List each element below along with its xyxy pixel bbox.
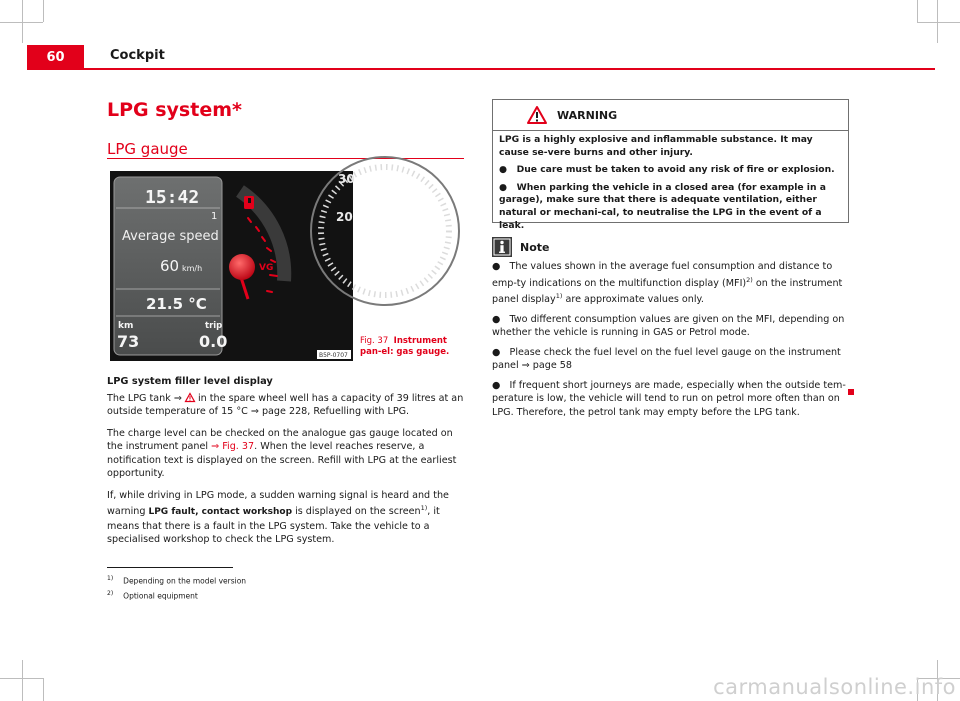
footnote-1 bbox=[107, 575, 246, 586]
paragraph-tank bbox=[107, 392, 465, 419]
page-number: 60 bbox=[27, 45, 84, 69]
crop-mark bbox=[22, 660, 23, 701]
display-km-label: km bbox=[118, 321, 134, 331]
footnote-2 bbox=[107, 590, 198, 601]
crop-mark bbox=[917, 0, 918, 22]
figure-caption bbox=[360, 336, 464, 358]
display-speed-unit: km/h bbox=[182, 264, 203, 273]
dial-20: 20 bbox=[336, 210, 353, 224]
warning-header bbox=[493, 100, 848, 131]
dial-30: 30 bbox=[338, 172, 355, 186]
note-bullet-1: ● The values shown in the average fuel consumption and distance to emp-ty indications on the multifunction display (MFI)$^{2)}$ on the instrument panel display$^{1)}$ are approximate values only. bbox=[492, 261, 843, 306]
figure-reference-link[interactable]: ⇒ Fig. 37 bbox=[211, 441, 255, 452]
display-time: 15:42 bbox=[145, 187, 200, 208]
note-header bbox=[492, 237, 549, 257]
footnote-1-mark: 1) bbox=[107, 575, 114, 582]
paragraph-tank-text-a: The LPG tank ⇒ bbox=[107, 392, 182, 404]
footnote-2-mark: 2) bbox=[107, 590, 114, 597]
footnote-2-text: Optional equipment bbox=[123, 591, 198, 601]
crop-mark bbox=[43, 0, 44, 22]
section-subtitle: LPG gauge bbox=[107, 140, 188, 158]
instrument-panel-figure bbox=[110, 171, 353, 361]
note-bullet-4-text: If frequent short journeys are made, especially when the outside tem-perature is low, the vehicle will tend to run on petrol more often than on LPG. Therefore, the petrol tank may empty before the LPG tank. bbox=[492, 379, 846, 418]
note-body bbox=[492, 260, 850, 425]
display-temp: 21.5 °C bbox=[146, 295, 207, 313]
note-bullet-3-text: Please check the fuel level on the fuel level gauge on the instrument panel ⇒ page 58 bbox=[492, 346, 841, 372]
note-bullet-1-text-b: on the instrument panel display bbox=[492, 277, 843, 306]
paragraph-fault-text-c: , it means that there is a fault in the LPG system. Take the vehicle to a specialised workshop to check the LPG system. bbox=[107, 506, 440, 546]
paragraph-fault-text-a: If, while driving in LPG mode, a sudden warning signal is heard and the warning bbox=[107, 489, 449, 518]
warning-bullet-2-text: When parking the vehicle in a closed area (for example in a garage), make sure that there is adequate ventilation, either natural or mechani-cal, to neutralise the LPG in the event of a leak. bbox=[499, 181, 826, 231]
note-bullet-2: ● Two different consumption values are given on the MFI, depending on whether the vehicle is running in GAS or Petrol mode. bbox=[492, 313, 845, 339]
warning-bullet-1-text: Due care must be taken to avoid any risk of fire or explosion. bbox=[516, 164, 835, 176]
note-title: Note bbox=[520, 240, 550, 254]
footnote-ref: 1) bbox=[555, 292, 563, 301]
paragraph-charge bbox=[107, 427, 465, 481]
display-page: 1 bbox=[211, 211, 218, 222]
header-rule bbox=[27, 68, 935, 70]
note-bullet-4: ● If frequent short journeys are made, especially when the outside tem-perature is low, the vehicle will tend to run on petrol more often than on LPG. Therefore, the petrol tank may empty before the LPG tank. bbox=[492, 379, 846, 418]
left-column bbox=[107, 375, 465, 555]
section-title: LPG system* bbox=[107, 99, 242, 121]
instrument-panel-image bbox=[110, 171, 353, 361]
display-trip-label: trip bbox=[205, 321, 223, 331]
warning-icon[interactable] bbox=[185, 393, 195, 402]
footnote-ref: 2) bbox=[746, 275, 753, 284]
paragraph-charge-text-b: . When the level reaches reserve, a notification text is displayed on the screen. Refill with LPG at the earliest opportunity. bbox=[107, 441, 457, 479]
subsection-heading: LPG system filler level display bbox=[107, 376, 273, 387]
warning-body bbox=[493, 131, 848, 232]
display-mode: Average speed bbox=[122, 229, 219, 244]
end-of-section-mark bbox=[848, 389, 854, 395]
paragraph-fault-text-b: is displayed on the screen bbox=[292, 506, 421, 518]
fault-message: LPG fault, contact workshop bbox=[148, 507, 293, 518]
footnote-1-text: Depending on the model version bbox=[123, 576, 247, 586]
warning-title: WARNING bbox=[557, 108, 618, 122]
caption-label: Fig. 37 bbox=[360, 336, 389, 346]
crop-mark bbox=[43, 678, 44, 701]
warning-triangle-icon bbox=[527, 106, 547, 124]
note-info-icon bbox=[492, 237, 512, 257]
warning-bullet-1: ● Due care must be taken to avoid any risk of fire or explosion. bbox=[499, 164, 835, 176]
watermark: carmanualsonline.info bbox=[713, 675, 956, 699]
gauge-label: VG bbox=[259, 263, 274, 273]
note-bullet-1-text-a: The values shown in the average fuel consumption and distance to emp-ty indications on the multifunction display (MFI) bbox=[492, 261, 833, 289]
note-bullet-1-text-c: are approximate values only. bbox=[562, 294, 704, 306]
warning-box bbox=[492, 99, 849, 231]
crop-mark bbox=[917, 22, 960, 23]
paragraph-fault bbox=[107, 489, 465, 547]
warning-paragraph: LPG is a highly explosive and inflammable substance. It may cause se-vere burns and other injury. bbox=[499, 134, 813, 158]
subtitle-rule bbox=[107, 158, 464, 159]
note-bullet-2-text: Two different consumption values are given on the MFI, depending on whether the vehicle is running in GAS or Petrol mode. bbox=[492, 313, 845, 339]
paragraph-tank-text-b: in the spare wheel well has a capacity of 39 litres at an outside temperature of 15 °C ⇒ page 228, Refuelling with LPG. bbox=[107, 392, 464, 417]
chapter-title: Cockpit bbox=[110, 48, 165, 63]
footnote-ref: 1) bbox=[420, 504, 428, 512]
crop-mark bbox=[937, 0, 938, 43]
display-km-value: 73 bbox=[117, 332, 140, 351]
caption-text: Instrument pan-el: gas gauge. bbox=[360, 336, 450, 357]
warning-bullet-2: ● When parking the vehicle in a closed area (for example in a garage), make sure that there is adequate ventilation, either natural or mechani-cal, to neutralise the LPG in the event of a leak. bbox=[499, 181, 826, 231]
footnote-rule bbox=[107, 567, 233, 568]
crop-mark bbox=[22, 0, 23, 43]
display-trip-value: 0.0 bbox=[199, 332, 228, 351]
paragraph-charge-text-a: The charge level can be checked on the analogue gas gauge located on the instrument panel bbox=[107, 427, 453, 452]
image-code: B5P-0707 bbox=[319, 352, 348, 359]
display-speed: 60 bbox=[160, 257, 180, 275]
note-bullet-3: ● Please check the fuel level on the fuel level gauge on the instrument panel ⇒ page 58 bbox=[492, 346, 841, 372]
